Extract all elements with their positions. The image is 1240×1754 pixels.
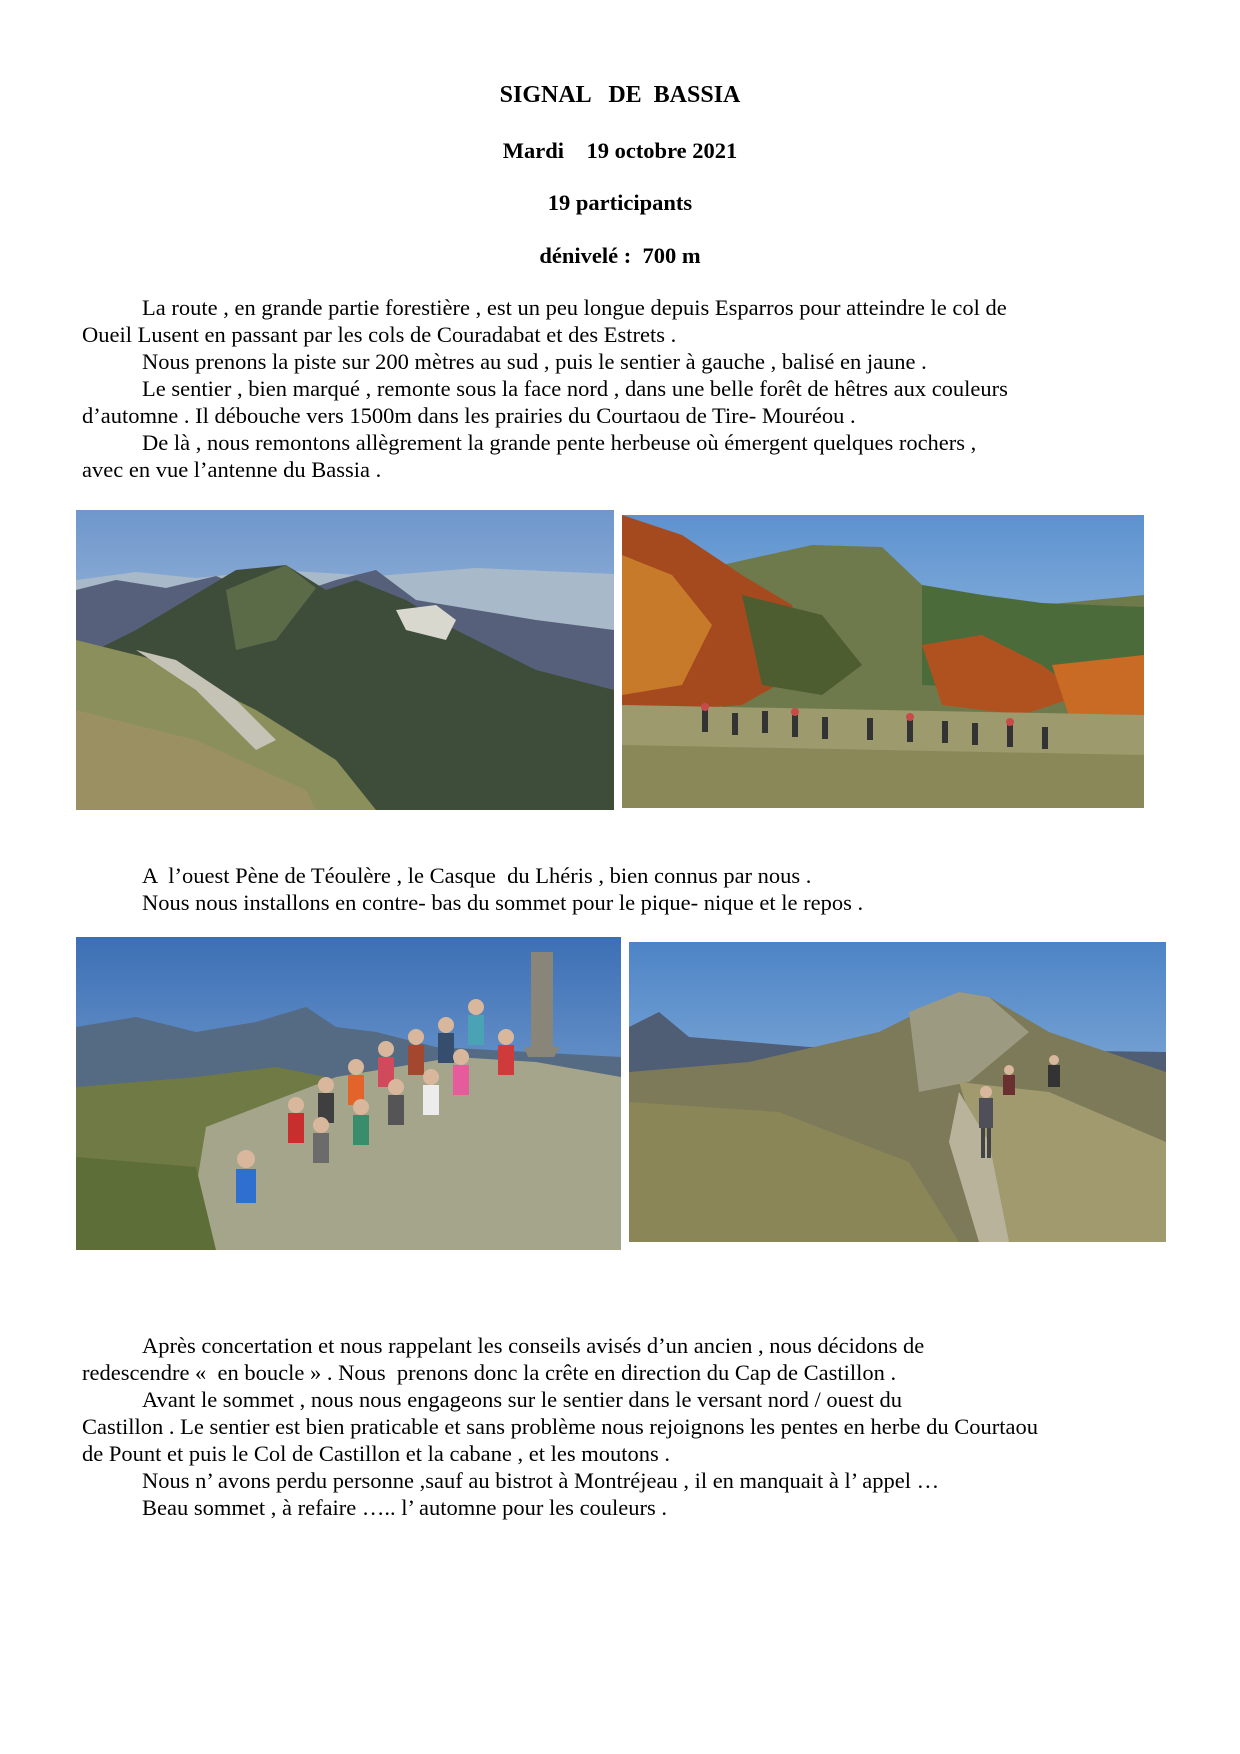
mountain-panorama-photo (76, 510, 614, 810)
participants-count: 19 participants (547, 190, 693, 215)
intro-line: La route , en grande partie forestière , est un peu longue depuis Esparros pour atteindre le col de (142, 295, 1007, 320)
intro-line: d’automne . Il débouche vers 1500m dans les prairies du Courtaou de Tire- Mouréou . (82, 403, 856, 428)
document-title: SIGNAL DE BASSIA (499, 82, 741, 108)
closing-line: Nous n’ avons perdu personne ,sauf au bistrot à Montréjeau , il en manquait à l’ appel … (142, 1468, 940, 1493)
group-summit-cairn-photo (76, 937, 621, 1250)
autumn-forest-hikers-photo (622, 515, 1144, 808)
elevation-gain: dénivelé : 700 m (539, 243, 701, 268)
closing-line: redescendre « en boucle » . Nous prenons donc la crête en direction du Cap de Castillon . (82, 1360, 897, 1385)
intro-line: De là , nous remontons allègrement la grande pente herbeuse où émergent quelques rochers , (142, 430, 977, 455)
hike-date: Mardi 19 octobre 2021 (502, 138, 738, 163)
closing-line: de Pount et puis le Col de Castillon et la cabane , et les moutons . (82, 1441, 671, 1466)
intro-line: Oueil Lusent en passant par les cols de Couradabat et des Estrets . (82, 322, 677, 347)
closing-line: Beau sommet , à refaire ….. l’ automne pour les couleurs . (142, 1495, 668, 1520)
intro-line: Nous prenons la piste sur 200 mètres au sud , puis le sentier à gauche , balisé en jaune . (142, 349, 927, 374)
middle-paragraph (82, 862, 1182, 916)
closing-line: Avant le sommet , nous nous engageons sur le sentier dans le versant nord / ouest du (142, 1387, 903, 1412)
intro-paragraph (82, 294, 1182, 483)
closing-line: Castillon . Le sentier est bien praticable et sans problème nous rejoignons les pentes en herbe du Courtaou (82, 1414, 1038, 1439)
closing-line: Après concertation et nous rappelant les conseils avisés d’un ancien , nous décidons de (142, 1333, 925, 1358)
middle-line: A l’ouest Pène de Téoulère , le Casque du Lhéris , bien connus par nous . (142, 863, 812, 888)
intro-line: Le sentier , bien marqué , remonte sous la face nord , dans une belle forêt de hêtres aux couleurs (142, 376, 1008, 401)
intro-line: avec en vue l’antenne du Bassia . (82, 457, 382, 482)
middle-line: Nous nous installons en contre- bas du sommet pour le pique- nique et le repos . (142, 890, 864, 915)
closing-paragraph (82, 1332, 1182, 1521)
ridge-hikers-photo (629, 942, 1166, 1242)
